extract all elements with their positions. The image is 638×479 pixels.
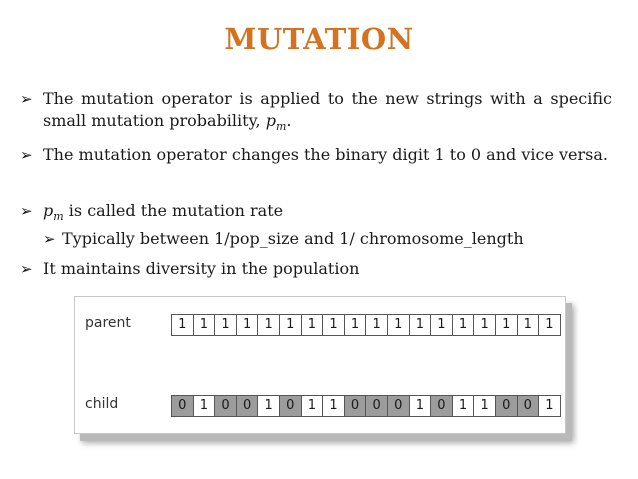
parent-bit-cell: 1 [302,314,324,336]
child-bit-cell: 1 [302,395,324,417]
parent-bit-cell: 1 [172,314,194,336]
arrow-bullet-icon: ➢ [20,260,33,278]
parent-bit-cell: 1 [280,314,302,336]
arrow-bullet-icon: ➢ [43,230,56,248]
parent-bit-cell: 1 [345,314,367,336]
child-bit-cell: 1 [323,395,345,417]
parent-bit-cell: 1 [453,314,475,336]
bullet-2-text: The mutation operator changes the binary digit 1 to 0 and vice versa. [43,145,609,164]
child-bit-cell: 0 [172,395,194,417]
child-bit-cell: 0 [431,395,453,417]
sub-bullet [43,228,613,250]
child-bit-string [171,395,561,417]
bullet-3-text: is called the mutation rate [68,201,284,220]
parent-bit-cell: 1 [518,314,540,336]
parent-bit-string [171,314,561,336]
child-bit-cell: 1 [539,395,561,417]
child-bit-cell: 0 [518,395,540,417]
child-bit-cell: 0 [345,395,367,417]
parent-bit-cell: 1 [237,314,259,336]
child-bit-cell: 1 [474,395,496,417]
parent-bit-cell: 1 [323,314,345,336]
parent-bit-cell: 1 [496,314,518,336]
child-bit-cell: 0 [388,395,410,417]
slide-title: MUTATION [224,22,414,56]
child-bit-cell: 0 [366,395,388,417]
child-bit-cell: 1 [410,395,432,417]
parent-bit-cell: 1 [215,314,237,336]
parent-bit-cell: 1 [410,314,432,336]
child-bit-cell: 1 [453,395,475,417]
bullet-4 [20,258,612,280]
pm-symbol: $p_m$ [265,111,287,134]
parent-bit-cell: 1 [539,314,561,336]
bullet-1: ➢ The mutation operator is applied to the new strings with a specific small mutation probability, $p_m$. [20,89,612,134]
child-bit-cell: 0 [215,395,237,417]
parent-bit-cell: 1 [431,314,453,336]
arrow-bullet-icon: ➢ [20,202,33,220]
parent-bit-cell: 1 [388,314,410,336]
child-bit-cell: 1 [258,395,280,417]
bullet-3 [20,200,612,228]
parent-bit-cell: 1 [258,314,280,336]
bullet-2 [20,144,612,166]
parent-bit-cell: 1 [366,314,388,336]
child-label: child [85,396,119,412]
arrow-bullet-icon: ➢ [20,90,33,108]
child-bit-cell: 0 [280,395,302,417]
child-bit-cell: 1 [194,395,216,417]
bullet-4-text: It maintains diversity in the population [43,259,360,278]
sub-bullet-text: Typically between 1/pop_size and 1/ chromosome_length [62,229,524,248]
pm-symbol: $p_m$ [43,201,64,224]
arrow-bullet-icon: ➢ [20,146,33,164]
parent-bit-cell: 1 [474,314,496,336]
child-bit-cell: 0 [237,395,259,417]
bullet-1-text: The mutation operator is applied to the new strings with a specific small mutation probability, [43,89,612,130]
parent-label: parent [85,315,131,331]
mutation-figure [74,296,566,434]
parent-bit-cell: 1 [194,314,216,336]
child-bit-cell: 0 [496,395,518,417]
